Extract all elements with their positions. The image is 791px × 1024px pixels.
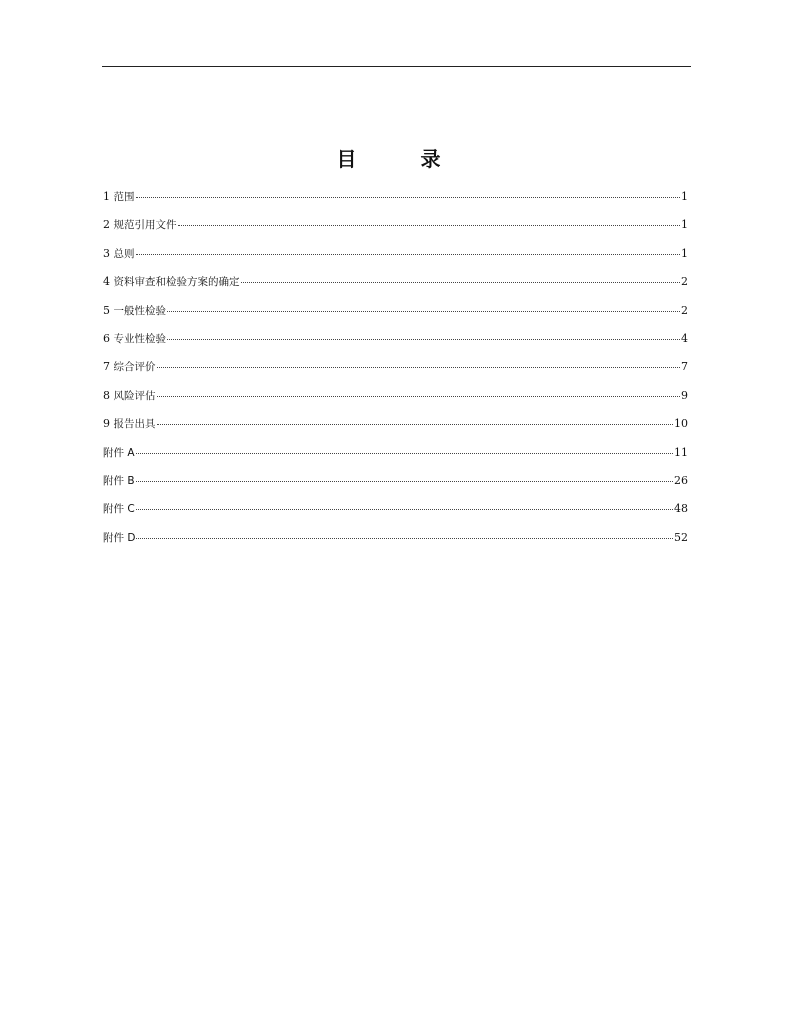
toc-entry-label (103, 417, 156, 431)
toc-entry-title: 风险评估 (113, 389, 156, 402)
toc-entry-page: 9 (681, 388, 688, 402)
toc-entry-label (103, 247, 135, 261)
dot-leader (157, 424, 674, 425)
toc-entry-title: 专业性检验 (113, 332, 166, 345)
toc-entry-page: 11 (674, 445, 688, 459)
header-rule (102, 66, 691, 67)
toc-entry-label (103, 304, 166, 318)
toc-entry[interactable] (103, 360, 688, 388)
dot-leader (136, 538, 673, 539)
toc-entry-label (103, 531, 135, 545)
toc-entry-label (103, 502, 135, 516)
toc-entry[interactable] (103, 446, 688, 474)
toc-entry-number: 8 (103, 388, 110, 402)
toc-entry-page: 2 (681, 303, 688, 317)
toc-entry[interactable] (103, 531, 688, 559)
toc-entry-label (103, 360, 156, 374)
toc-entry-label (103, 275, 240, 289)
toc-entry[interactable] (103, 275, 688, 303)
toc-entry-title: 附件 D (103, 531, 136, 544)
dot-leader (136, 254, 681, 255)
toc-entry-title: 规范引用文件 (113, 219, 177, 232)
page-title: 目 录 (336, 147, 463, 171)
toc-entry-page: 1 (681, 246, 688, 260)
toc-entry-number: 3 (103, 246, 110, 260)
toc-entry-page: 1 (681, 218, 688, 232)
toc-entry-page: 10 (674, 417, 688, 431)
toc-entry-page: 26 (674, 473, 688, 487)
dot-leader (136, 509, 673, 510)
dot-leader (167, 311, 680, 312)
toc-entry-label (103, 218, 177, 232)
toc-entry-title: 综合评价 (113, 361, 156, 374)
toc-entry-number: 7 (103, 360, 110, 374)
table-of-contents (103, 190, 688, 559)
toc-entry-page: 4 (681, 331, 688, 345)
toc-entry[interactable] (103, 247, 688, 275)
toc-entry[interactable] (103, 502, 688, 530)
toc-entry-number: 9 (103, 417, 110, 431)
dot-leader (178, 225, 681, 226)
dot-leader (167, 339, 680, 340)
toc-entry-title: 附件 C (103, 503, 135, 516)
dot-leader (136, 453, 673, 454)
toc-entry[interactable] (103, 332, 688, 360)
toc-entry[interactable] (103, 304, 688, 332)
toc-entry-page: 7 (681, 360, 688, 374)
toc-entry-number: 1 (103, 190, 110, 203)
toc-entry[interactable] (103, 190, 688, 218)
dot-leader (136, 197, 681, 198)
dot-leader (241, 282, 681, 283)
toc-entry-label (103, 190, 135, 204)
toc-entry-title: 一般性检验 (113, 304, 166, 317)
toc-entry[interactable] (103, 218, 688, 246)
toc-entry-title: 报告出具 (113, 418, 156, 431)
toc-entry[interactable] (103, 474, 688, 502)
toc-entry-label (103, 474, 135, 488)
toc-entry-title: 资料审查和检验方案的确定 (113, 276, 240, 289)
toc-entry-page: 48 (674, 502, 688, 516)
toc-entry[interactable] (103, 389, 688, 417)
dot-leader (157, 396, 681, 397)
toc-entry-label (103, 389, 156, 403)
toc-entry-number: 6 (103, 331, 110, 345)
dot-leader (157, 367, 681, 368)
toc-entry-label (103, 446, 135, 460)
toc-entry[interactable] (103, 417, 688, 445)
toc-entry-number: 2 (103, 218, 110, 232)
toc-entry-page: 1 (681, 190, 688, 203)
toc-entry-title: 总则 (113, 247, 135, 260)
toc-entry-number: 5 (103, 303, 110, 317)
toc-entry-label (103, 332, 166, 346)
toc-entry-title: 范围 (113, 191, 135, 203)
toc-entry-page: 52 (674, 530, 688, 544)
toc-entry-number: 4 (103, 275, 110, 289)
toc-entry-title: 附件 B (103, 474, 135, 487)
dot-leader (136, 481, 673, 482)
toc-entry-page: 2 (681, 275, 688, 289)
toc-entry-title: 附件 A (103, 446, 135, 459)
